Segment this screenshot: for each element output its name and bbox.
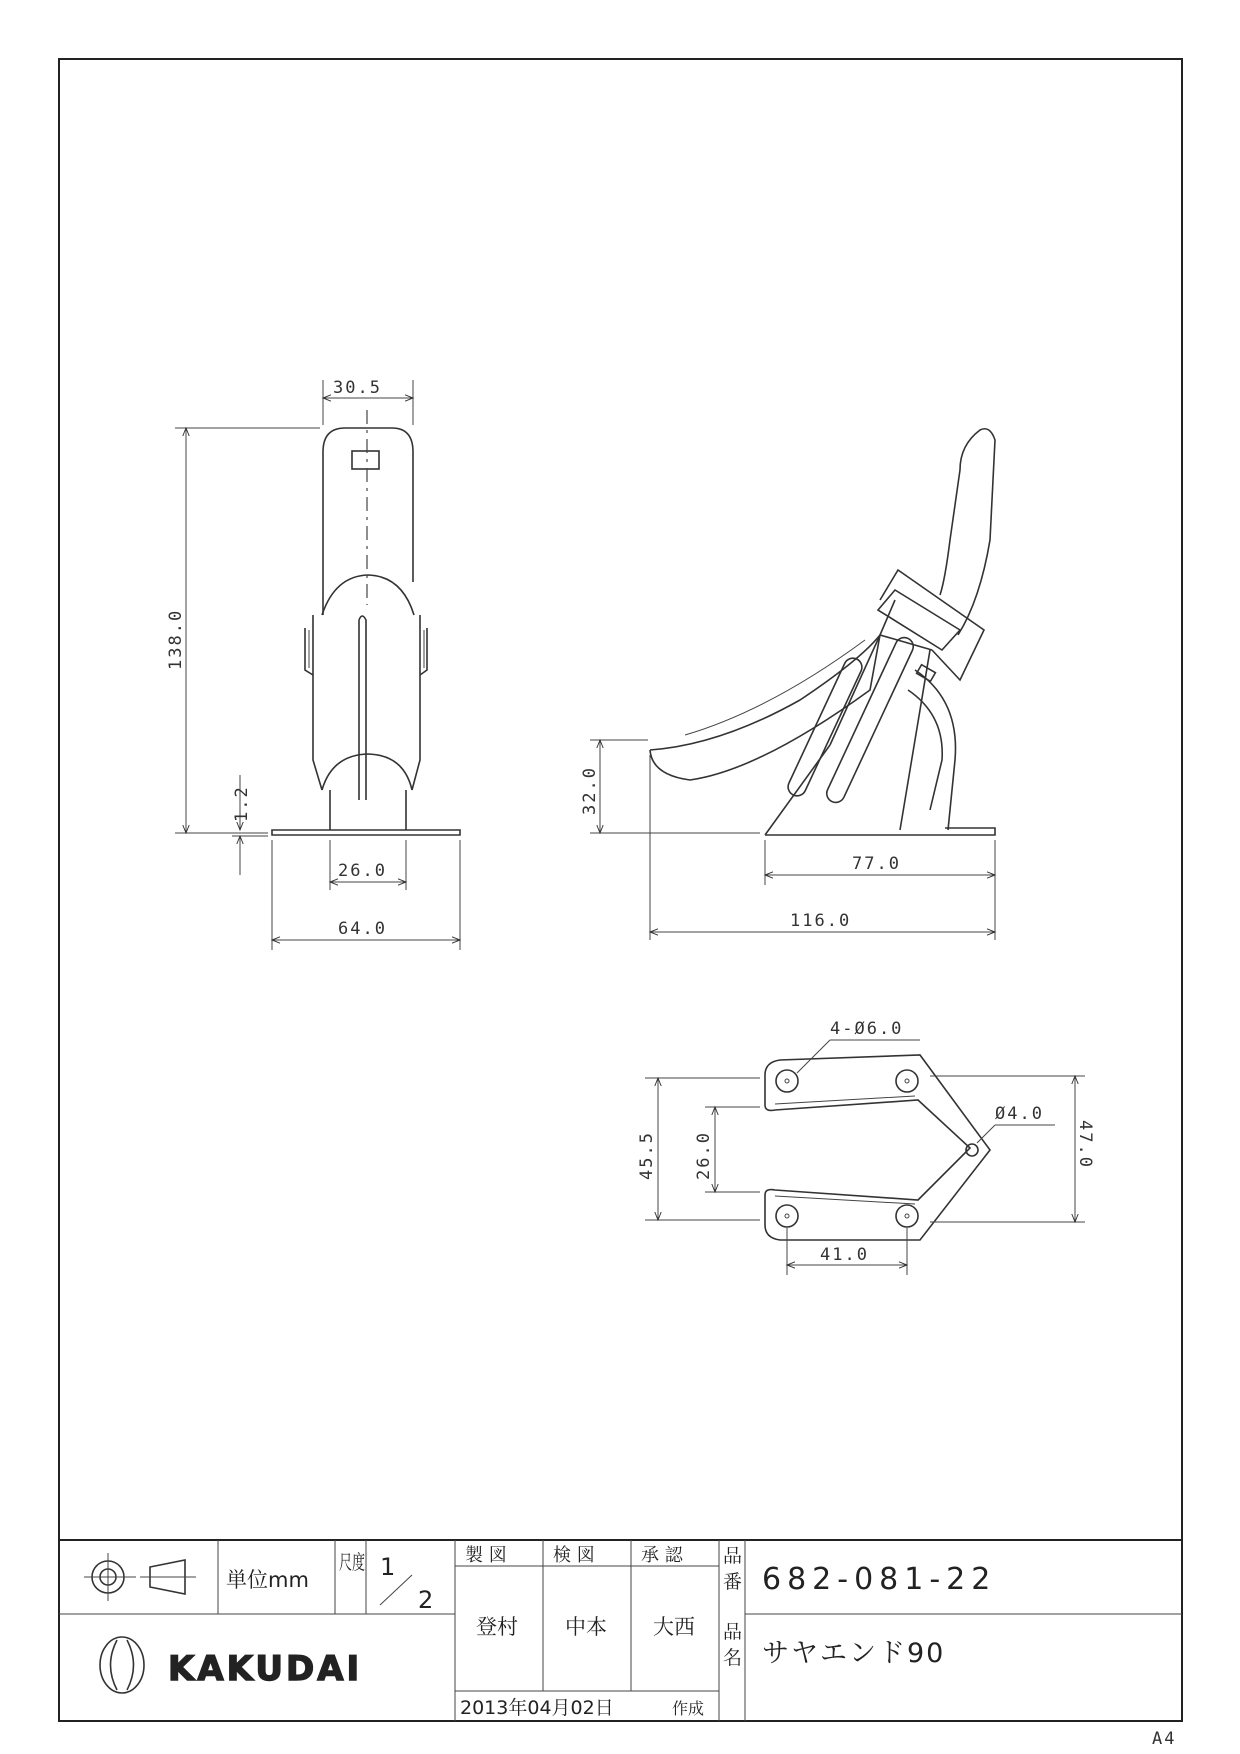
scale-numerator: 1: [380, 1553, 396, 1581]
title-block: [59, 1540, 1182, 1721]
dim-side-base-long: 116.0: [790, 911, 852, 931]
dim-side-height: 32.0: [580, 766, 600, 815]
dim-plan-holes: 4-Ø6.0: [830, 1019, 904, 1039]
dim-plan-outer-left: 45.5: [637, 1131, 657, 1180]
dim-front-top-width: 30.5: [333, 378, 382, 398]
approved-label: 承 認: [641, 1545, 683, 1566]
approved-by: 大西: [653, 1615, 695, 1639]
dim-plan-hole-small: Ø4.0: [995, 1104, 1044, 1124]
part-name: サヤエンド90: [762, 1638, 946, 1669]
dim-plan-outer-right: 47.0: [1075, 1120, 1095, 1169]
drafted-label: 製 図: [465, 1545, 507, 1566]
dim-front-inner-width: 26.0: [338, 861, 387, 881]
paper-size: A4: [1152, 1729, 1177, 1749]
drafted-by: 登村: [476, 1615, 518, 1639]
dim-front-thickness: 1.2: [232, 785, 252, 822]
date: 2013年04月02日: [460, 1697, 614, 1719]
scale-denominator: 2: [418, 1586, 434, 1614]
checked-label: 検 図: [553, 1545, 595, 1566]
part-name-label-2: 名: [723, 1647, 743, 1669]
plan-view: [637, 1019, 1095, 1275]
part-no-label-2: 番: [723, 1571, 743, 1593]
dim-side-base-short: 77.0: [852, 854, 901, 874]
created-label: 作成: [672, 1699, 705, 1718]
dim-front-base-width: 64.0: [338, 919, 387, 939]
part-name-label-1: 品: [723, 1621, 743, 1643]
front-view: [166, 378, 460, 950]
dim-plan-hole-pitch: 41.0: [820, 1245, 869, 1265]
part-number: 682-081-22: [762, 1562, 997, 1597]
dim-plan-inner: 26.0: [694, 1131, 714, 1180]
checked-by: 中本: [565, 1615, 607, 1639]
scale-label: 尺度: [339, 1550, 365, 1574]
dim-front-height: 138.0: [166, 608, 186, 670]
part-no-label-1: 品: [723, 1545, 743, 1567]
side-view: [580, 429, 995, 940]
unit-label: 単位mm: [226, 1568, 309, 1592]
drawing-border: [59, 59, 1182, 1721]
projection-symbol-icon: [84, 1553, 196, 1601]
brand-name: KAKUDAI: [168, 1649, 363, 1689]
kakudai-logo: [100, 1637, 362, 1693]
